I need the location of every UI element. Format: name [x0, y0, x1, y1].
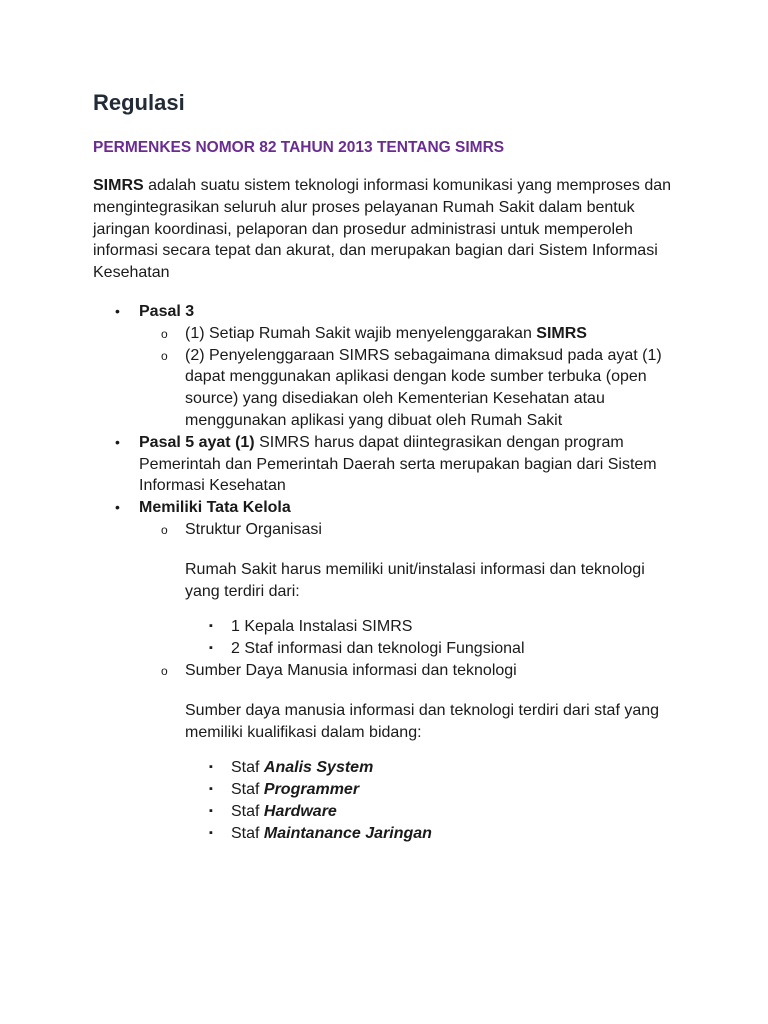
pasal5-label: Pasal 5 ayat (1) — [139, 433, 255, 451]
tata-kelola-sublist — [139, 519, 673, 845]
circle-bullet-icon: o — [161, 348, 168, 363]
pasal3-ayat1-bold: SIMRS — [536, 324, 587, 342]
square-bullet-icon: ▪ — [209, 761, 213, 774]
sdm-desc: Sumber daya manusia informasi dan teknologi terdiri dari staf yang memiliki kualifikasi dalam bidang: — [185, 701, 660, 741]
struktur-desc: Rumah Sakit harus memiliki unit/instalasi informasi dan teknologi yang terdiri dari: — [185, 560, 645, 600]
list-item-pasal3 — [93, 301, 673, 432]
section-subtitle: PERMENKES NOMOR 82 TAHUN 2013 TENTANG SIMRS — [93, 139, 505, 156]
square-bullet-icon: ▪ — [209, 826, 213, 839]
list-item — [185, 801, 673, 823]
square-bullet-icon: ▪ — [209, 783, 213, 796]
tata-kelola-label: Memiliki Tata Kelola — [139, 499, 291, 517]
page-title: Regulasi — [93, 90, 185, 115]
staf-prefix: Staf — [231, 802, 264, 820]
staf-prefix: Staf — [231, 781, 264, 799]
struktur-item-text: 1 Kepala Instalasi SIMRS — [231, 618, 413, 636]
list-item — [185, 638, 673, 660]
square-bullet-icon: ▪ — [209, 804, 213, 817]
pasal3-ayat2-text: (2) Penyelenggaraan SIMRS sebagaimana dimaksud pada ayat (1) dapat menggunakan aplikasi dengan kode sumber terbuka (open source) yang disediakan oleh Kementerian Kesehatan atau menggunakan aplikasi yang dibuat oleh Rumah Sakit — [185, 346, 662, 429]
staf-prefix: Staf — [231, 759, 264, 777]
circle-bullet-icon: o — [161, 326, 168, 341]
staf-role: Hardware — [263, 802, 337, 820]
list-item — [185, 616, 673, 638]
struktur-item-text: 2 Staf informasi dan teknologi Fungsional — [231, 640, 525, 658]
list-item — [185, 823, 673, 845]
square-bullet-icon: ▪ — [209, 620, 213, 633]
intro-text: adalah suatu sistem teknologi informasi komunikasi yang memproses dan mengintegrasikan seluruh alur proses pelayanan Rumah Sakit dalam bentuk jaringan koordinasi, pelaporan dan prosedur administrasi untuk memperoleh informasi secara tepat dan akurat, dan merupakan bagian dari Sistem Informasi Kesehatan — [93, 177, 672, 282]
sdm-items — [185, 757, 673, 844]
circle-bullet-icon: o — [161, 522, 168, 537]
pasal5-text: SIMRS harus dapat diintegrasikan dengan program Pemerintah dan Pemerintah Daerah serta merupakan bagian dari Sistem Informasi Kesehatan — [139, 433, 657, 495]
bullet-icon: • — [115, 302, 120, 319]
pasal3-label: Pasal 3 — [139, 302, 195, 320]
intro-term: SIMRS — [93, 177, 144, 194]
staf-role: Programmer — [263, 781, 360, 799]
circle-bullet-icon: o — [161, 663, 168, 678]
bullet-icon: • — [115, 499, 120, 516]
square-bullet-icon: ▪ — [209, 642, 213, 655]
document-page — [93, 88, 673, 845]
list-item-pasal5 — [93, 432, 673, 497]
list-item-pasal3-ayat2 — [139, 345, 673, 432]
regulation-list — [93, 301, 673, 845]
sdm-label: Sumber Daya Manusia informasi dan teknologi — [185, 661, 517, 679]
list-item-struktur — [139, 519, 673, 660]
list-item-tata-kelola — [93, 497, 673, 844]
pasal3-ayat1-text: (1) Setiap Rumah Sakit wajib menyelenggarakan — [185, 324, 537, 342]
staf-prefix: Staf — [231, 824, 264, 842]
list-item-sdm — [139, 660, 673, 845]
list-item-pasal3-ayat1 — [139, 323, 673, 345]
list-item — [185, 779, 673, 801]
staf-role: Analis System — [263, 759, 374, 777]
staf-role: Maintanance Jaringan — [263, 824, 432, 842]
list-item — [185, 757, 673, 779]
intro-paragraph — [93, 175, 673, 284]
bullet-icon: • — [115, 433, 120, 450]
pasal3-sublist — [139, 323, 673, 432]
struktur-items — [185, 616, 673, 660]
struktur-label: Struktur Organisasi — [185, 520, 322, 538]
